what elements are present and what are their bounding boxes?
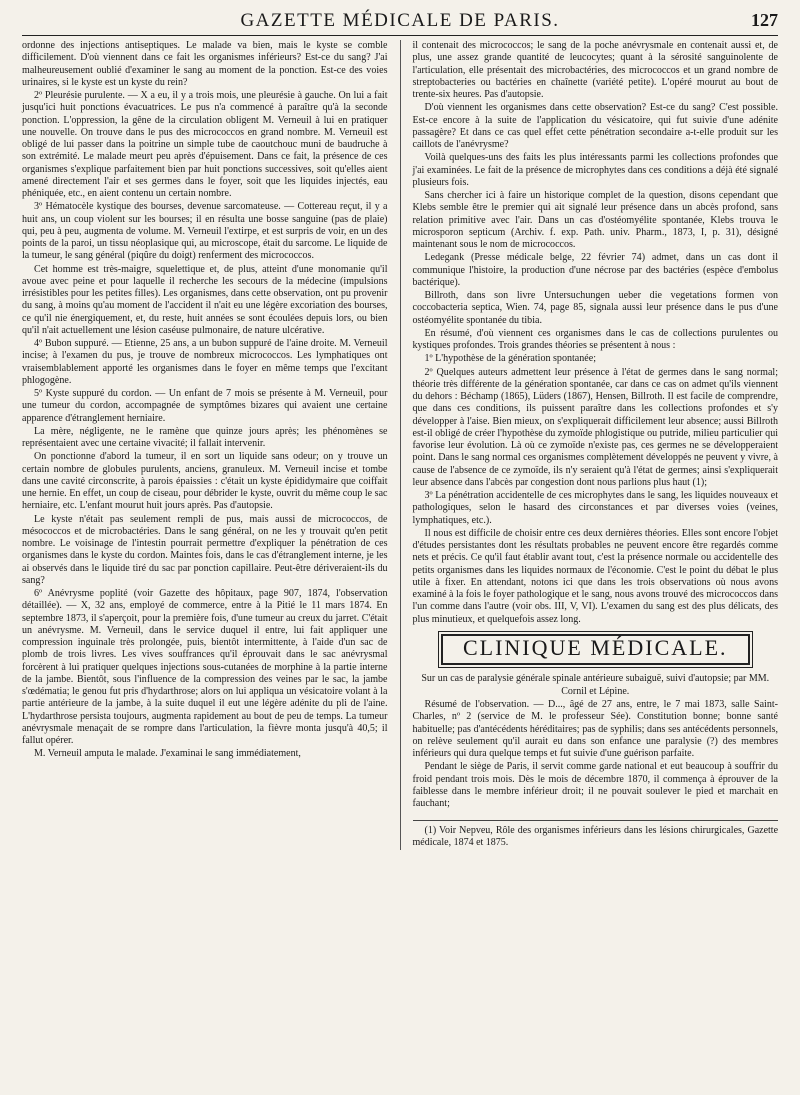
columns [22, 40, 778, 850]
section-body [413, 699, 779, 810]
right-column-text [413, 40, 779, 626]
paragraph: Cet homme est très-maigre, squelettique et, de plus, atteint d'une monomanie qu'il avoue avec peine et pour laquelle il recherche les secours de la médecine (impulsions irrésistibles pour les petites filles). Les organismes, dans cette observation, ont pu provenir du sang, à moins qu'au moment de l'accident il n'ait eu une légère excoriation des bourses, ce qu'il nie énergiquement, et, du reste, huit années se sont écoulées depuis lors, ou bien qu'il n'ait actuellement une lésion caséuse pulmonaire, de nature ulcérative. [22, 263, 388, 336]
paragraph: Résumé de l'observation. — D..., âgé de 27 ans, entre, le 7 mai 1873, salle Saint-Charles, nº 2 (service de M. le professeur Sée). Constitution bonne; bonne santé habituelle; pas d'antécédents héréditaires; pas de syphilis; dans ses antécédents personnels, on relève seulement qu'il aurait eu dans son enfance une paralysie (?) des membres inférieurs qui dura quelque temps et fut suivie d'une guérison parfaite. [412, 699, 779, 759]
paragraph: Pendant le siège de Paris, il servit comme garde national et eut beaucoup à souffrir du froid pendant trois mois. Dès le mois de décembre 1870, il commença à éprouver de la faiblesse dans le membre inférieur droit; il ne pouvait soulever le pied et marchait en fauchant; [412, 761, 779, 809]
footnote-rule [413, 820, 779, 821]
paragraph: 1º L'hypothèse de la génération spontanée; [424, 353, 596, 365]
paragraph: 3º Hématocèle kystique des bourses, devenue sarcomateuse. — Cottereau reçut, il y a huit ans, un coup violent sur les bourses; il en résulta une bosse sanguine (pas de plaie) qui, peu à peu, augmenta de volume. M. Verneuil l'extirpe, et est surpris de voir, en un des points de la paroi, un tissu néoplasique qui, au microscope, était du sarcome. Le liquide de la tumeur, le sang général (piqûre du doigt) renferment des micrococcos. [22, 201, 388, 262]
column-divider [400, 40, 401, 850]
paragraph: Sans chercher ici à faire un historique complet de la question, disons cependant que Klebs semble être le premier qui ait signalé leur présence dans un abcès profond, sans relation primitive avec l'air. Dans un cas d'ostéomyélite spontanée, Klebs trouva le microsporon septicum (Archiv. f. exp. Path. univ. Pharm., 1873, I, p. 31), désigné maintenant sous le nom de micrococcos. [412, 190, 779, 250]
paragraph: ordonne des injections antiseptiques. Le malade va bien, mais le kyste se comble difficilement. D'où viennent dans ce fait les organismes inférieurs? Est-ce du sang? J'ai malheureusement oublié d'examiner le sang au moment de la ponction. Est-ce des voies urinaires, si le kyste est un kyste du rein? [22, 40, 388, 88]
paragraph: M. Verneuil amputa le malade. J'examinai le sang immédiatement, [34, 748, 301, 760]
paragraph: 6º Anévrysme poplité (voir Gazette des hôpitaux, page 907, 1874, l'observation détaillée). — X, 32 ans, employé de commerce, entre à la Pitié le 11 mars 1874. En septembre 1873, il s'aperçoit, pour la première fois, d'une tumeur au creux du jarret. C'était un anévrysme. M. Verneuil, dans le service duquel il entre, lui fait appliquer une compression inguinale très prolongée, puis, bientôt intermittente, à l'aide d'un sac de plomb de trois livres. Les vives souffrances qu'il éprouvait dans le sac anévrysmal forcèrent à lui pratiquer quelques injections sous-cutanées de morphine à la partie interne de la jambe. Bientôt, sous l'influence de la compression des veines par le sac, la jambe s'œdématia; le genou fut pris d'hydarthrose; alors on lui appliqua un vésicatoire volant à la partie antérieure de la jambe, à la suite duquel il eut une légère adénite du pli de l'aine. L'hydarthrose persista toujours, augmenta rapidement au bout de peu de temps. La tumeur anévrysmale menaçait de se rompre dans l'articulation, la fièvre monta jusqu'à 40,5; il fallut opérer. [22, 588, 388, 746]
right-column [413, 40, 779, 850]
section-title: CLINIQUE MÉDICALE. [462, 634, 728, 660]
journal-title: GAZETTE MÉDICALE DE PARIS. [240, 10, 560, 31]
paragraph: D'où viennent les organismes dans cette observation? Est-ce du sang? C'est possible. Est-ce encore à la suite de l'application du vésicatoire, qui fut suivie d'une adénite passagère? Et dans ce cas quel effet cette pénétration secondaire a-t-elle produit sur les caillots de l'anévrysme? [412, 102, 779, 150]
left-column [22, 40, 388, 850]
paragraph: Il nous est difficile de choisir entre ces deux dernières théories. Elles sont encore l'objet d'études persistantes dont les résultats probables ne peuvent encore être regardés comme nets et précis. Ce qu'il faut établir avant tout, c'est la présence normale ou accidentelle des petits organismes dans les liquides normaux de l'économie. C'est le point du débat le plus utile à fixer. En attendant, notons ici que dans les trois observations où nous avons examiné à la fois le foyer pathologique et le sang, nous avons trouvé des micrococcos dans l'un comme dans l'autre (voir obs. III, V, VI). L'examen du sang est des plus délicats, des plus minutieux, et quelquefois assez long. [412, 527, 779, 625]
paragraph: 5º Kyste suppuré du cordon. — Un enfant de 7 mois se présente à M. Verneuil, pour une tumeur du cordon, accompagnée de symptômes bizares qui avaient une certaine apparence d'étranglement herniaire. [22, 388, 388, 424]
paragraph: Le kyste n'était pas seulement rempli de pus, mais aussi de micrococcos, de mésococcos et de microbactéries. Dans le sang général, on ne les y trouvait qu'en petit nombre. Le voisinage de l'intestin pourrait permettre d'expliquer la pénétration de ces organismes dans le kyste du cordon. Maintes fois, dans le cas d'étranglement interne, je les ai observés dans le liquide tiré du sac par ponction capillaire. Peut-être dériveraient-ils du sang? [22, 513, 388, 586]
page-header [22, 10, 778, 36]
page-number: 127 [751, 10, 778, 30]
paragraph: La mère, négligente, ne le ramène que quinze jours après; les phénomènes se représentaient avec une certaine vivacité; il fallait intervenir. [22, 425, 388, 449]
paragraph: Voilà quelques-uns des faits les plus intéressants parmi les collections profondes que j'ai examinées. Le fait de la présence de microphytes dans ces conditions a déjà été signalé plusieurs fois. [412, 152, 779, 188]
section-heading-box [441, 634, 751, 665]
paragraph: il contenait des micrococcos; le sang de la poche anévrysmale en contenait aussi et, de plus, une assez grande quantité de leucocytes; quant à la sérosité sanguinolente de l'articulation, elle présentait des microbactéries, des micrococcos et un grand nombre de streptobacteries ou bactéries en chaînette (variété petite). L'opéré mourut au bout de trente-six heures. Pas d'autopsie. [412, 40, 779, 100]
paragraph: 2º Quelques auteurs admettent leur présence à l'état de germes dans le sang normal; théorie très différente de la génération spontanée, car dans ce cas on admet qu'ils viennent du dehors : Béchamp (1865), Lüders (1867), Hensen, Billroth. Il est facile de comprendre, que dans ces conditions, ils puissent paraître dans les collections profondes et s'y développer à l'aise. Bien mieux, on s'expliquerait difficilement leur absence; aussi Billroth est-il obligé de créer l'hypothèse du zymoïde phlogistique ou putride, milieu particulier qui favorise leur évolution. Là où ce zymoïde n'existe pas, ces germes ne se développeraient point. Dans le sang normal ces organismes complètement développés ne peuvent y vivre, à cause de l'absence de ce zymoïde, ils n'y seraient qu'à l'état de germes; ainsi s'expliquerait leur absence dans l'abcès par congestion dont nous parlions plus haut (1); [412, 366, 779, 488]
paragraph: On ponctionne d'abord la tumeur, il en sort un liquide sans odeur; on y trouve un certain nombre de globules purulents, anciens, granuleux. M. Verneuil incise et tombe dans une cavité circonscrite, à parois épaissies : c'était un kyste épididymaire que coiffait une hernie. En effet, un coup de ciseau, pour débrider le kyste, ouvrit du même coup le sac herniaire, etc. L'enfant mourut huit jours après. Pas d'autopsie. [22, 451, 388, 512]
paragraph: 2º Pleurésie purulente. — X a eu, il y a trois mois, une pleurésie à gauche. On lui a fait jusqu'ici huit ponctions évacuatrices. Le pus n'a commencé à paraître qu'à la seconde ponction. L'oppression, la gêne de la circulation obligent M. Verneuil à lui en pratiquer une nouvelle. On trouve dans le pus des micrococcos en grand nombre. M. Verneuil est obligé de lui passer dans la poitrine un simple tube de caoutchouc muni de baudruche à son extrémité. Le malade meurt peu après d'épuisement. Dans ce fait, la présence de ces organismes s'explique parfaitement bien par huit ponctions successives, soit qu'elles aient amené directement l'air et ses germes dans le foyer, soit que les liquides injectés, eau phéniquée, etc., en aient contenu un certain nombre. [22, 90, 388, 199]
paragraph: Billroth, dans son livre Untersuchungen ueber die vegetations formen von coccobacteria septica, Wien. 74, page 85, signala aussi leur présence dans le pus d'une ostéomyélite spontanée du tibia. [412, 290, 779, 326]
paragraph: En résumé, d'où viennent ces organismes dans le cas de collections purulentes ou kystiques profondes. Trois grandes théories se présentent à nous : [412, 327, 779, 351]
paragraph: Ledegank (Presse médicale belge, 22 février 74) admet, dans un cas dont il communique l'histoire, la production d'une nécrose par des bactéries (espèce d'embolus bactérique). [412, 252, 779, 288]
section-subtitle: Sur un cas de paralysie générale spinale antérieure subaiguë, suivi d'autopsie; par MM. Cornil et Lépine. [421, 673, 770, 697]
footnote: (1) Voir Nepveu, Rôle des organismes inférieurs dans les lésions chirurgicales, Gazette médicale, 1874 et 1875. [412, 825, 779, 849]
paragraph: 3º La pénétration accidentelle de ces microphytes dans le sang, les liquides nouveaux et pathologiques, selon le hasard des circonstances et par diverses voies (veines, lymphatiques, etc.). [412, 490, 779, 526]
paragraph: 4º Bubon suppuré. — Etienne, 25 ans, a un bubon suppuré de l'aine droite. M. Verneuil incise; à l'examen du pus, je trouve de nombreux micrococcos. Les lymphatiques ont vraisemblablement apporté les organismes dans le foyer en même temps que l'excitant phlogogène. [22, 338, 388, 386]
